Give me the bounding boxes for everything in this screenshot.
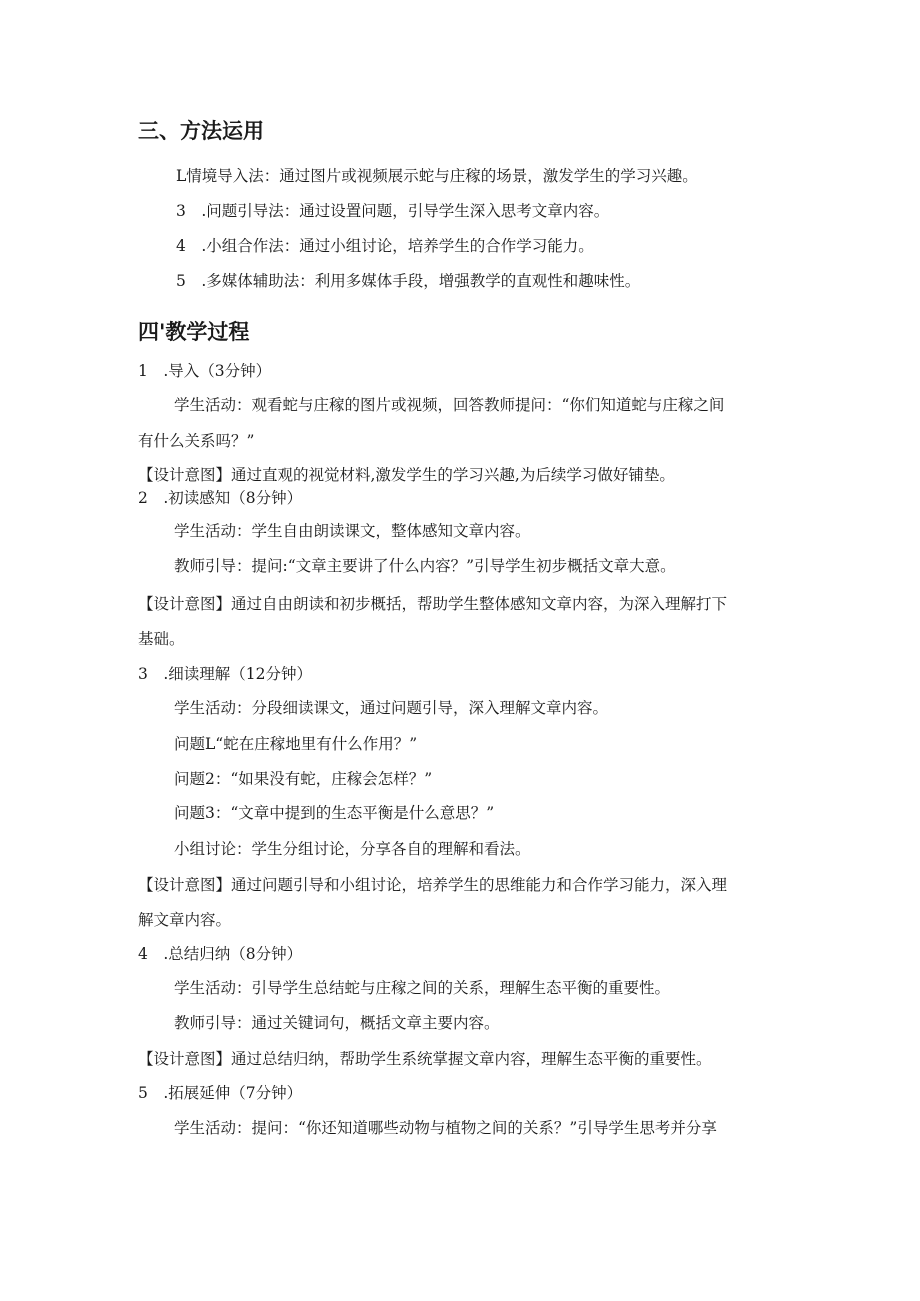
step-heading-5: 5 .拓展延伸（7分钟） [138, 1084, 303, 1102]
paragraph-line: 基础。 [138, 630, 185, 648]
design-intent-3: 【设计意图】通过问题引导和小组讨论，培养学生的思维能力和合作学习能力，深入理 [138, 876, 728, 894]
question-2: 问题2：“如果没有蛇，庄稼会怎样？” [174, 770, 433, 788]
method-item-3: 3 .问题引导法：通过设置问题，引导学生深入思考文章内容。 [176, 202, 610, 220]
paragraph-line: 教师引导：通过关键词句，概括文章主要内容。 [174, 1014, 500, 1032]
paragraph-line: 学生活动：引导学生总结蛇与庄稼之间的关系，理解生态平衡的重要性。 [174, 979, 671, 997]
design-intent-1: 【设计意图】通过直观的视觉材料,激发学生的学习兴趣,为后续学习做好铺垫。 [138, 466, 675, 484]
design-intent-2: 【设计意图】通过自由朗读和初步概括，帮助学生整体感知文章内容，为深入理解打下 [138, 595, 728, 613]
step-heading-4: 4 .总结归纳（8分钟） [138, 945, 303, 963]
design-intent-4: 【设计意图】通过总结归纳，帮助学生系统掌握文章内容，理解生态平衡的重要性。 [138, 1050, 712, 1068]
step-heading-2: 2 .初读感知（8分钟） [138, 489, 303, 507]
paragraph-line: 小组讨论：学生分组讨论，分享各自的理解和看法。 [174, 840, 531, 858]
paragraph-line: 学生活动：提问：“你还知道哪些动物与植物之间的关系？”引导学生思考并分享 [174, 1119, 717, 1137]
paragraph-line: 教师引导：提问:“文章主要讲了什么内容？”引导学生初步概括文章大意。 [174, 557, 676, 575]
question-3: 问题3：“文章中提到的生态平衡是什么意思？” [174, 804, 495, 822]
paragraph-line: 学生活动：学生自由朗读课文，整体感知文章内容。 [174, 522, 531, 540]
step-heading-3: 3 .细读理解（12分钟） [138, 665, 313, 683]
paragraph-line: 学生活动：分段细读课文，通过问题引导，深入理解文章内容。 [174, 699, 609, 717]
question-1: 问题L“蛇在庄稼地里有什么作用？” [174, 735, 418, 753]
step-heading-1: 1 .导入（3分钟） [138, 362, 272, 380]
section-heading-process: 四'教学过程 [138, 320, 250, 344]
section-heading-methods: 三、方法运用 [138, 119, 264, 143]
method-item-1: L情境导入法：通过图片或视频展示蛇与庄稼的场景，激发学生的学习兴趣。 [176, 167, 698, 185]
paragraph-line: 有什么关系吗？” [138, 432, 255, 450]
method-item-5: 5 .多媒体辅助法：利用多媒体手段，增强教学的直观性和趣味性。 [176, 272, 641, 290]
paragraph-line: 学生活动：观看蛇与庄稼的图片或视频，回答教师提问：“你们知道蛇与庄稼之间 [174, 396, 725, 414]
method-item-4: 4 .小组合作法：通过小组讨论，培养学生的合作学习能力。 [176, 237, 594, 255]
paragraph-line: 解文章内容。 [138, 911, 232, 929]
